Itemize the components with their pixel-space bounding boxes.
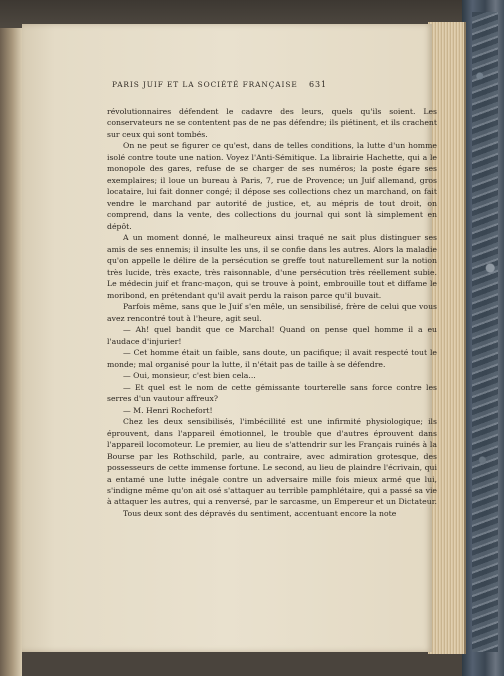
running-title: PARIS JUIF ET LA SOCIÉTÉ FRANÇAISE (112, 80, 298, 89)
paragraph: On ne peut se figurer ce qu'est, dans de telles conditions, la lutte d'un homme isolé contre toute une nation. Voyez l'Anti-Sémitique. La librairie Hachette, qui a le monopole des gares, refuse de se charger de ses numéros; la poste égare ses exemplaires; il loue un bureau à Paris, 7, rue de Provence; un Juif allemand, gros locataire, lui fait donner congé; il dépose ses collections chez un marchand, on fait vendre le marchand par autorité de justice, et, au mépris de tout droit, on comprend, dans la vente, des collections du journal qui sont là simplement en dépôt. (107, 141, 437, 231)
paragraph: Tous deux sont des dépravés du sentiment, accentuant encore la note (123, 508, 397, 518)
paragraph: A un moment donné, le malheureux ainsi traqué ne sait plus distinguer ses amis de ses ennemis; il insulte les uns, il se confie dans les autres. Alors la maladie qu'on appelle le délire de la persécution se greffe tout naturellement sur la notion très lucide, très exacte, très raisonnable, d'une persécution très réellement subie. Le médecin juif et franc-maçon, qui se trouve à point, embrouille tout et diffame le moribond, en prétendant qu'il avait perdu la raison parce qu'il buvait. (107, 233, 437, 300)
left-page-edge (0, 28, 22, 676)
book-page (22, 24, 437, 652)
dialogue-line: — Et quel est le nom de cette gémissante tourterelle sans force contre les serres d'un vautour affreux? (107, 382, 437, 404)
marbled-edge (472, 12, 498, 652)
dialogue-line: — Ah! quel bandit que ce Marchal! Quand on pense quel homme il a eu l'audace d'injurier! (107, 325, 437, 346)
dialogue-line: — Cet homme était un faible, sans doute, un pacifique; il avait respecté tout le monde; mal organisé pour la lutte, il n'était pas de taille à se défendre. (107, 348, 437, 369)
page-number: 631 (309, 80, 327, 89)
dialogue-line: — M. Henri Rochefort! (123, 405, 213, 415)
paragraph: Chez les deux sensibilisés, l'imbécillité est une infirmité physiologique; ils éprouvent, dans l'appareil émotionnel, le trouble que d'autres éprouvent dans l'appareil locomoteur. Le premier, au lieu de s'attendrir sur les Français ruinés à la Bourse par les Rothschild, parle, au contraire, avec admiration grotesque, des possesseurs de cette immense fortune. Le second, au lieu de plaindre l'écrivain, qui a entamé une lutte inégale contre un adversaire mille fois mieux armé que lui, s'indigne même qu'on ait osé s'attaquer au terrible pamphlétaire, qui a passé sa vie à attaquer les autres, qui a renversé, par le sarcasme, un Empereur et un Dictateur. (107, 417, 437, 507)
body-text (107, 106, 437, 519)
dialogue-line: — Oui, monsieur, c'est bien cela... (123, 371, 256, 381)
book-cover-spine (462, 0, 504, 676)
paragraph: révolutionnaires défendent le cadavre des leurs, quels qu'ils soient. Les conservateurs ne se contentent pas de ne pas défendre; ils piétinent, et ils crachent sur ceux qui sont tombés. (107, 107, 437, 139)
page-header (22, 80, 432, 94)
paragraph: Parfois même, sans que le Juif s'en mêle, un sensibilisé, frère de celui que vous avez rencontré tout à l'heure, agit seul. (107, 302, 437, 323)
